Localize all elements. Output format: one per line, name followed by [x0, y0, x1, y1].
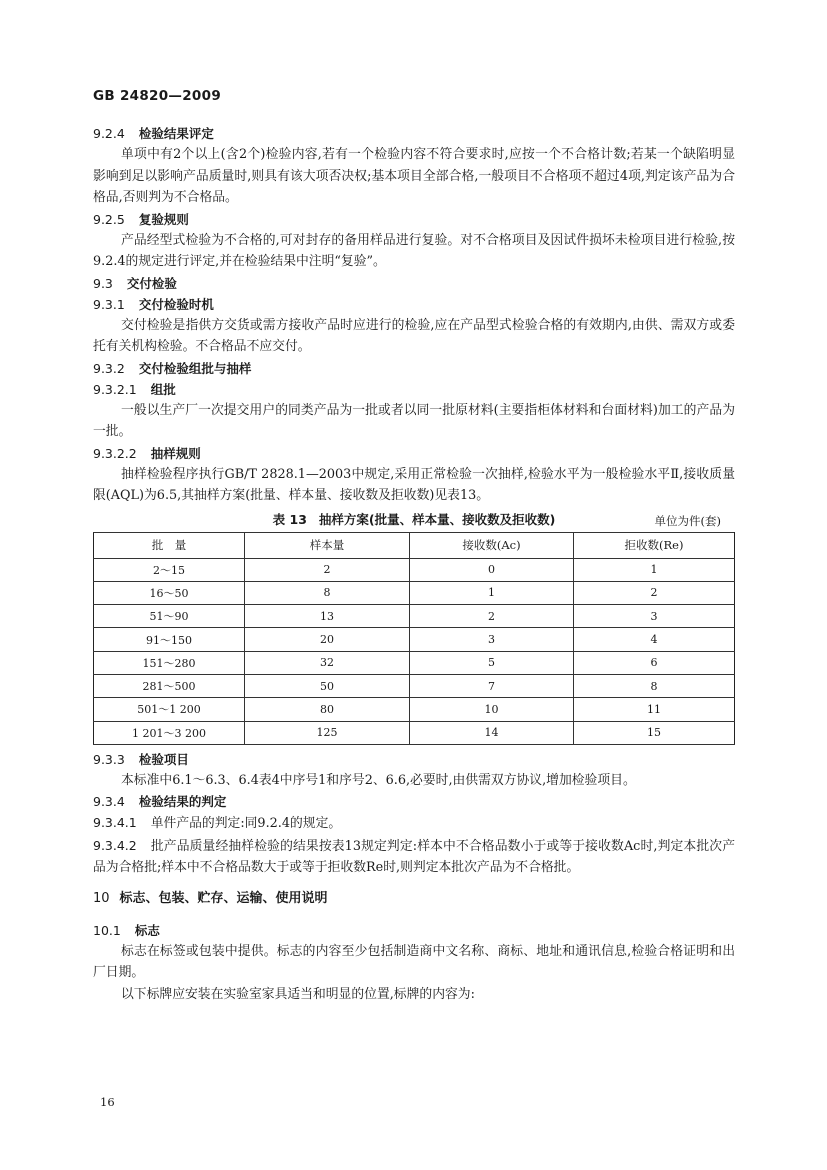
- table-row: [94, 651, 735, 674]
- cell-lot-size: 51～90: [94, 605, 245, 628]
- header-lot-size: 批 量: [94, 532, 245, 558]
- heading-9-3-4: [93, 791, 735, 812]
- cell-lot-size: 1 201～3 200: [94, 721, 245, 744]
- cell-lot-size: 2～15: [94, 558, 245, 581]
- table-row: [94, 674, 735, 697]
- cell-acceptance: 0: [410, 558, 574, 581]
- paragraph-10-1-a: 标志在标签或包装中提供。标志的内容至少包括制造商中文名称、商标、地址和通讯信息,检验合格证明和出厂日期。: [93, 943, 735, 981]
- standard-code-header: GB 24820—2009: [93, 88, 222, 104]
- cell-acceptance: 10: [410, 698, 574, 721]
- cell-lot-size: 151～280: [94, 651, 245, 674]
- heading-9-3-2-1: [93, 379, 735, 400]
- clause-text: 单件产品的判定:同9.2.4的规定。: [150, 816, 342, 832]
- heading-9-3-2-2: [93, 443, 735, 464]
- cell-lot-size: 16～50: [94, 581, 245, 604]
- page-number: 16: [100, 1095, 115, 1109]
- header-sample-size: 样本量: [245, 532, 410, 558]
- page-content: [93, 123, 735, 1005]
- paragraph-10-1-b: 以下标牌应安装在实验室家具适当和明显的位置,标牌的内容为:: [121, 986, 475, 1002]
- table-caption-row: [93, 509, 735, 531]
- clause-title: 标志: [134, 922, 160, 938]
- cell-rejection: 8: [574, 674, 735, 697]
- cell-acceptance: 1: [410, 581, 574, 604]
- heading-9-3-2: [93, 358, 735, 379]
- clause-title: 检验项目: [138, 751, 189, 767]
- paragraph-9-3-2-1: 一般以生产厂一次提交用户的同类产品为一批或者以同一批原材料(主要指柜体材料和台面材料)加工的产品为一批。: [93, 402, 735, 439]
- table-header-row: [94, 532, 735, 558]
- chapter-title: 标志、包装、贮存、运输、使用说明: [119, 890, 328, 906]
- table-caption: [93, 509, 735, 531]
- cell-rejection: 11: [574, 698, 735, 721]
- table-title: 抽样方案(批量、样本量、接收数及拒收数): [318, 511, 556, 527]
- paragraph-9-3-1: 交付检验是指供方交货或需方接收产品时应进行的检验,应在产品型式检验合格的有效期内,由供、需双方或委托有关机构检验。不合格品不应交付。: [93, 317, 735, 354]
- cell-acceptance: 2: [410, 605, 574, 628]
- header-acceptance: 接收数(Ac): [410, 532, 574, 558]
- table-label: 表 13: [272, 511, 307, 527]
- paragraph-9-3-4-2: [93, 835, 735, 879]
- cell-lot-size: 281～500: [94, 674, 245, 697]
- heading-10-1: [93, 920, 735, 941]
- clause-title: 抽样规则: [150, 445, 201, 461]
- cell-rejection: 15: [574, 721, 735, 744]
- clause-title: 交付检验: [126, 275, 177, 291]
- cell-sample-size: 13: [245, 605, 410, 628]
- cell-sample-size: 32: [245, 651, 410, 674]
- table-unit: 单位为件(套): [654, 513, 721, 528]
- clause-number: 9.3: [93, 275, 113, 291]
- paragraph-9-3-3: 本标准中6.1～6.3、6.4表4中序号1和序号2、6.6,必要时,由供需双方协议,增加检验项目。: [121, 772, 636, 788]
- cell-rejection: 3: [574, 605, 735, 628]
- cell-lot-size: 501～1 200: [94, 698, 245, 721]
- clause-number: 9.3.4.2: [93, 837, 137, 853]
- clause-text: 批产品质量经抽样检验的结果按表13规定判定:样本中不合格品数小于或等于接收数Ac时,判定本批次产品为合格批;样本中不合格品数大于或等于拒收数Re时,则判定本批次产品为不合格批。: [93, 838, 735, 876]
- clause-number: 9.2.4: [93, 126, 125, 141]
- heading-9-2-5: [93, 209, 735, 230]
- paragraph-9-2-4: 单项中有2个以上(含2个)检验内容,若有一个检验内容不符合要求时,应按一个不合格计数;若某一个缺陷明显影响到足以影响产品质量时,则具有该大项否决权;基本项目全部合格,一般项目不合格项不超过4项,判定该产品为合格品,否则判为不合格品。: [93, 147, 735, 205]
- clause-number: 9.3.1: [93, 296, 125, 312]
- cell-rejection: 4: [574, 628, 735, 651]
- cell-sample-size: 125: [245, 721, 410, 744]
- clause-title: 检验结果的判定: [138, 794, 227, 810]
- clause-number: 9.3.4: [93, 794, 125, 810]
- table-row: [94, 698, 735, 721]
- heading-9-3-1: [93, 294, 735, 315]
- heading-9-3: [93, 273, 735, 294]
- clause-number: 9.2.5: [93, 211, 125, 227]
- cell-acceptance: 3: [410, 628, 574, 651]
- cell-sample-size: 80: [245, 698, 410, 721]
- table-row: [94, 581, 735, 604]
- cell-acceptance: 7: [410, 674, 574, 697]
- cell-acceptance: 14: [410, 721, 574, 744]
- table-row: [94, 628, 735, 651]
- clause-title: 检验结果评定: [138, 126, 214, 141]
- cell-rejection: 6: [574, 651, 735, 674]
- paragraph-9-3-4-1: [93, 812, 735, 835]
- cell-rejection: 2: [574, 581, 735, 604]
- table-row: [94, 558, 735, 581]
- clause-title: 交付检验组批与抽样: [138, 360, 252, 376]
- clause-title: 组批: [150, 381, 176, 397]
- heading-9-3-3: [93, 749, 735, 770]
- chapter-number: 10: [93, 890, 110, 906]
- heading-9-2-4: [93, 123, 735, 144]
- heading-10: [93, 888, 735, 910]
- paragraph-9-2-5: 产品经型式检验为不合格的,可对封存的备用样品进行复验。对不合格项目及因试件损坏未检项目进行检验,按9.2.4的规定进行评定,并在检验结果中注明“复验”。: [93, 232, 735, 269]
- clause-number: 9.3.2: [93, 360, 125, 376]
- cell-sample-size: 20: [245, 628, 410, 651]
- cell-rejection: 1: [574, 558, 735, 581]
- clause-number: 9.3.4.1: [93, 815, 137, 831]
- header-rejection: 拒收数(Re): [574, 532, 735, 558]
- cell-sample-size: 2: [245, 558, 410, 581]
- clause-number: 10.1: [93, 922, 121, 938]
- clause-title: 复验规则: [138, 211, 189, 227]
- cell-lot-size: 91～150: [94, 628, 245, 651]
- cell-sample-size: 50: [245, 674, 410, 697]
- cell-sample-size: 8: [245, 581, 410, 604]
- sampling-plan-table: [93, 532, 735, 745]
- table-row: [94, 605, 735, 628]
- paragraph-9-3-2-2: 抽样检验程序执行GB/T 2828.1—2003中规定,采用正常检验一次抽样,检验水平为一般检验水平Ⅱ,接收质量限(AQL)为6.5,其抽样方案(批量、样本量、接收数及拒收数)见表13。: [93, 466, 735, 503]
- table-row: [94, 721, 735, 744]
- clause-number: 9.3.2.1: [93, 381, 137, 397]
- cell-acceptance: 5: [410, 651, 574, 674]
- clause-number: 9.3.3: [93, 751, 125, 767]
- clause-number: 9.3.2.2: [93, 445, 137, 461]
- clause-title: 交付检验时机: [138, 296, 214, 312]
